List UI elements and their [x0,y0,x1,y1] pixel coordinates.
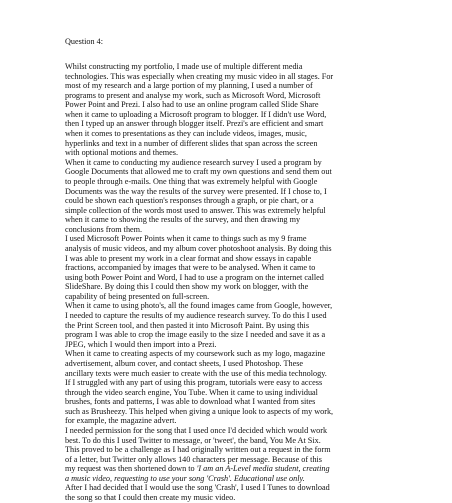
text-line: Documents was the way the results of the survey were presented. If I chose to, I [65,186,327,196]
text-line: hyperlinks and text in a number of different slides that span across the screen [65,138,318,148]
text-line: I used Microsoft Power Points when it came to things such as my 9 frame [65,234,307,244]
text-line: When it came to conducting my audience research survey I used a program by [65,157,322,167]
text-line: JPEG, which I would then import into a Prezi. [65,339,217,349]
text-line: the song so that I could then create my music video. [65,493,236,503]
text-line: such as Brusheezy. This helped when giving a unique look to aspects of my work, [65,406,334,416]
text-line: brushes, fonts and patterns, I was able to download what I wanted from sites [65,397,316,407]
text-line: When it came to using photo's, all the found images came from Google, however, [65,301,333,311]
text-line: I needed permission for the song that I used once I'd decided which would work [65,425,328,435]
text-line: technologies. This was especially when creating my music video in all stages. For [65,71,334,81]
text-line: simple collection of the words most used to answer. This was extremely helpful [65,205,326,215]
text-line: of a letter, but Twitter only allows 140 characters per message. Because of this [65,454,322,464]
text-line: with optional motions and themes. [65,148,179,158]
text-line: programs to present and analyse my work, such as Microsoft Word, Microsoft [65,90,321,100]
text-line: program I was able to crop the image easily to the size I needed and save it as a [65,330,326,340]
text-line: This proved to be a challenge as I had originally written out a request in the form [65,445,331,455]
text-line: when it comes to presentations as they can include videos, images, music, [65,129,307,139]
text-line-italic: a music video, requesting to use your song 'Crash'. Educational use only. [65,473,305,483]
text-line [65,464,405,474]
text-line: best. To do this I used Twitter to message, or 'tweet', the band, You Me At Six. [65,435,321,445]
quoted-request-italic: 'I am an A-Level media student, creating [196,464,330,474]
text-line: through the video search engine, You Tube. When it came to using individual [65,387,318,397]
text-line: Google Documents that allowed me to craft my own questions and send them out [65,167,332,177]
text-line: advertisement, album cover, and contact sheets, I used Photoshop. These [65,358,304,368]
text-line: fractions, accompanied by images that were to be analysed. When it came to [65,263,316,273]
text-line: Whilst constructing my portfolio, I made use of multiple different media [65,62,303,71]
text-line: ancillary texts were much easier to create with the use of this media technology. [65,368,327,378]
text-line: most of my research and a large portion of my planning, I used a number of [65,81,313,91]
text-line: then I typed up an answer through blogger itself. Prezi's are efficient and smart [65,119,324,129]
text-line: the Print Screen tool, and then pasted it into Microsoft Paint. By using this [65,320,310,330]
text-line: Power Point and Prezi. I also had to use an online program called Slide Share [65,100,319,110]
text-line: SlideShare. By doing this I could then show my work on blogger, with the [65,282,309,292]
essay-body [65,62,405,503]
text-line: using both Power Point and Word, I had to use a program on the internet called [65,272,324,282]
text-line: I needed to capture the results of my audience research survey. To do this I used [65,311,327,321]
text-line: conclusions from them. [65,224,143,234]
text-line: when it came to showing the results of the survey, and then drawing my [65,215,301,225]
text-line: analysis of music videos, and my album cover photoshoot analysis. By doing this [65,243,332,253]
text-line: capability of being presented on full-screen. [65,291,210,301]
text-line: I was able to present my work in a clear format and show essays in capable [65,253,312,263]
text-line: for example, the magazine advert. [65,416,177,426]
text-line: to people through e-mails. One thing that was extremely helpful with Google [65,176,318,186]
text-line: After I had decided that I would use the song 'Crash', I used I Tunes to download [65,483,330,493]
question-heading: Question 4: [65,37,103,46]
text-line: could be shown each question's responses through a graph, or pie chart, or a [65,196,314,206]
text-line: when it came to uploading a Microsoft program to blogger. If I didn't use Word, [65,109,327,119]
text-line: If I struggled with any part of using this program, tutorials were easy to access [65,378,323,388]
text-line-start: my request was then shortened down to [65,464,195,474]
text-line: When it came to creating aspects of my coursework such as my logo, magazine [65,349,326,359]
